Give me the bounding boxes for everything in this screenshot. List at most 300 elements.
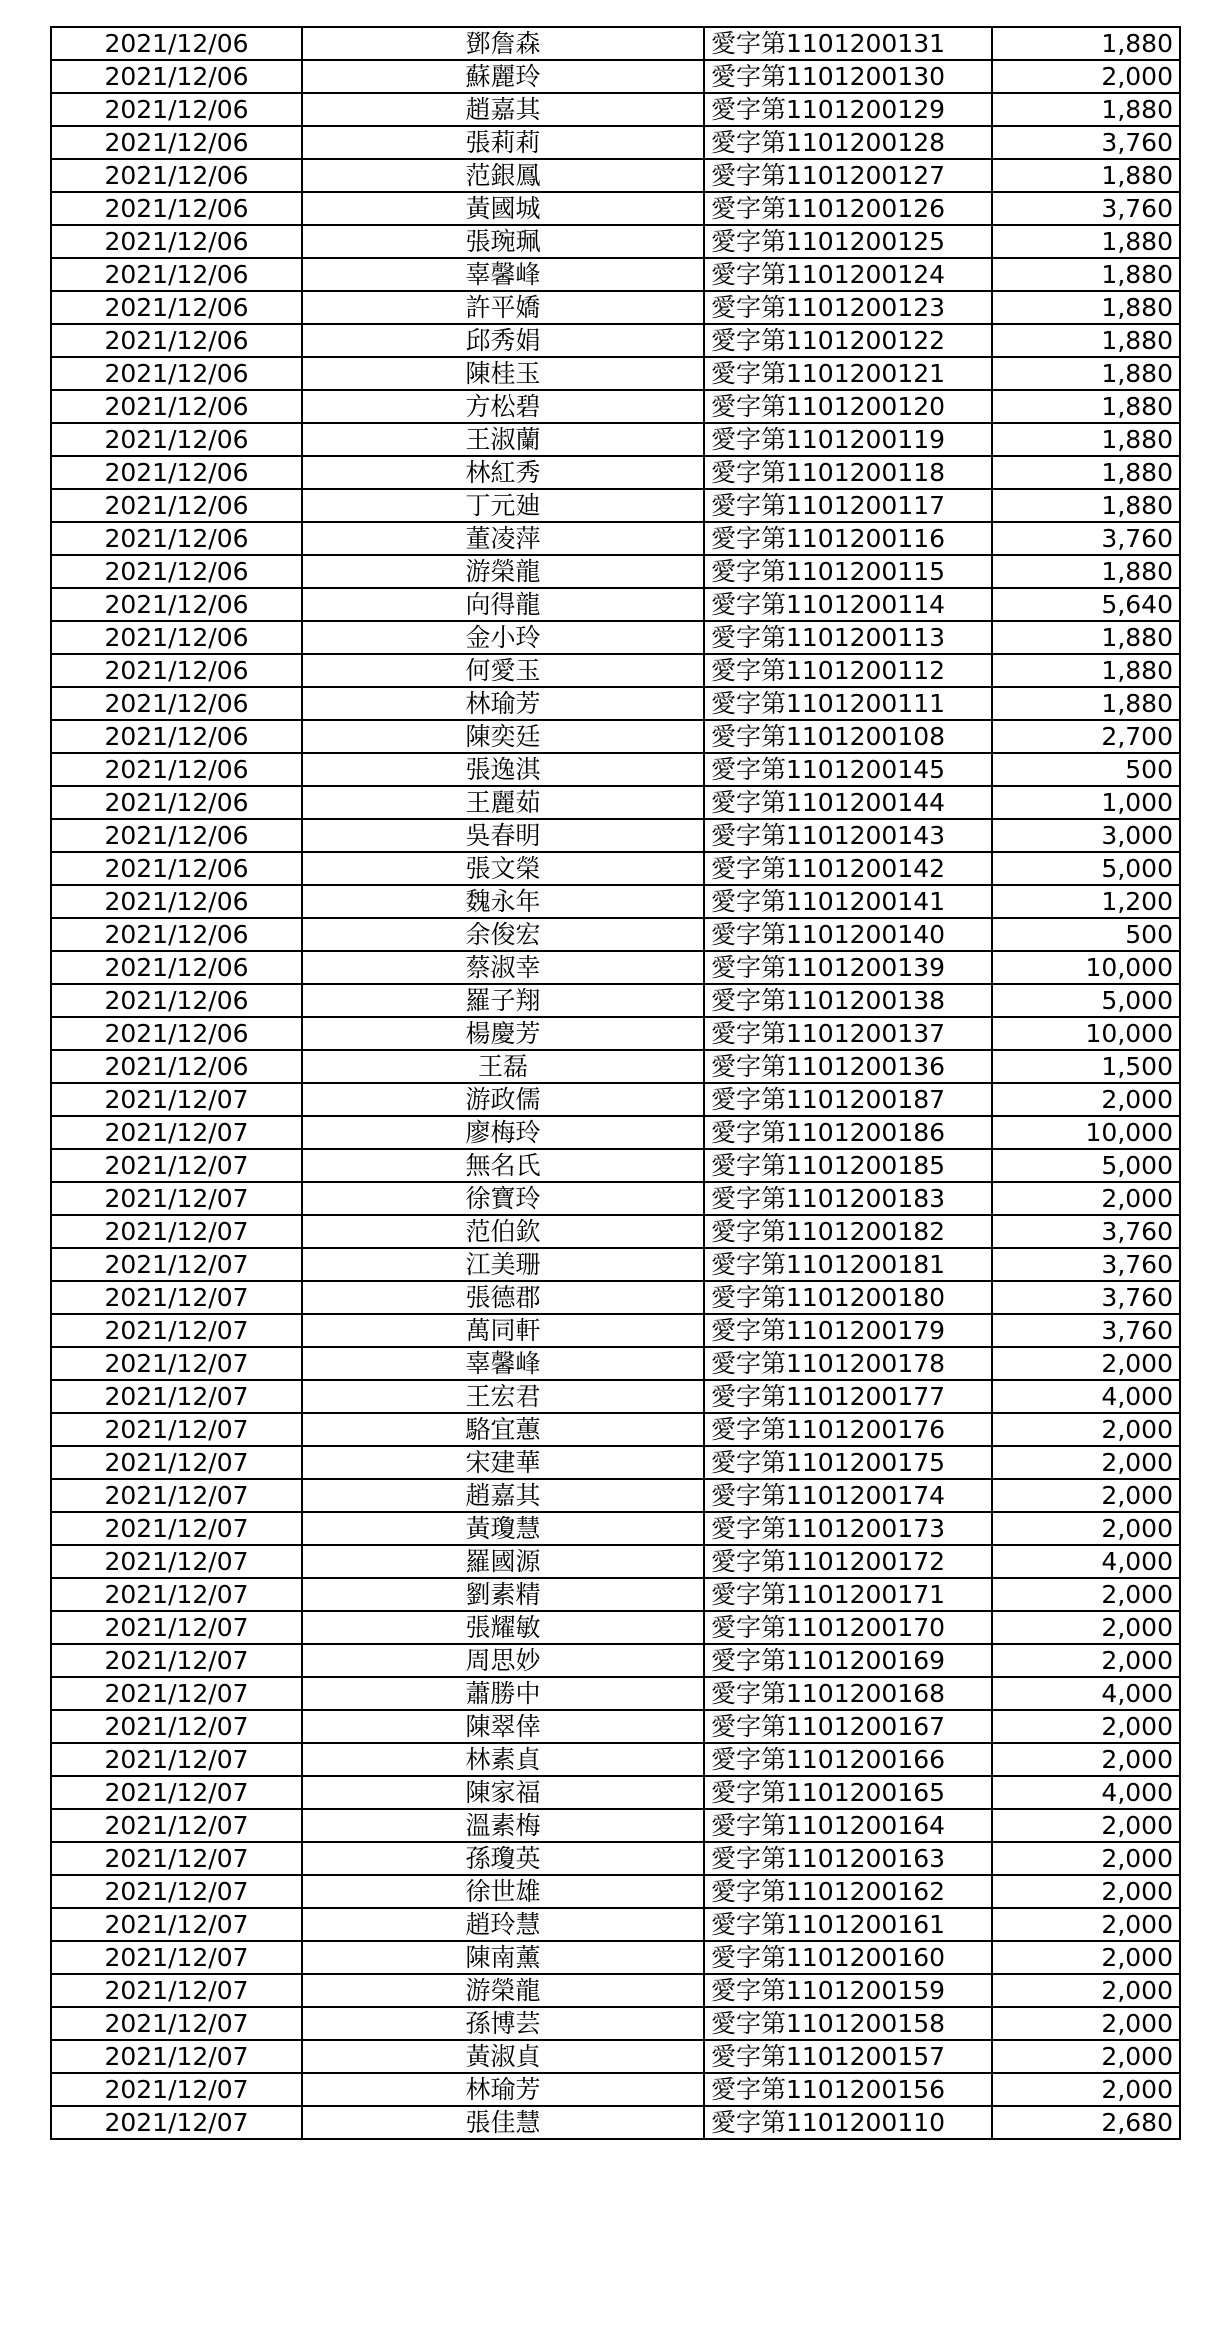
amount-cell: 2,000 (992, 1083, 1180, 1116)
date-cell: 2021/12/07 (51, 1446, 302, 1479)
table-row (51, 951, 1180, 984)
receipt-number-cell: 愛字第1101200182 (704, 1215, 992, 1248)
date-cell: 2021/12/06 (51, 555, 302, 588)
donor-name-cell: 董凌萍 (302, 522, 704, 555)
amount-cell: 10,000 (992, 1116, 1180, 1149)
table-row (51, 489, 1180, 522)
receipt-number-cell: 愛字第1101200165 (704, 1776, 992, 1809)
amount-cell: 2,000 (992, 1644, 1180, 1677)
amount-cell: 2,000 (992, 1347, 1180, 1380)
amount-cell: 1,880 (992, 357, 1180, 390)
donor-name-cell: 張德郡 (302, 1281, 704, 1314)
receipt-number-cell: 愛字第1101200112 (704, 654, 992, 687)
amount-cell: 2,000 (992, 1611, 1180, 1644)
date-cell: 2021/12/07 (51, 1314, 302, 1347)
date-cell: 2021/12/06 (51, 522, 302, 555)
amount-cell: 4,000 (992, 1776, 1180, 1809)
date-cell: 2021/12/07 (51, 1578, 302, 1611)
amount-cell: 500 (992, 918, 1180, 951)
receipt-number-cell: 愛字第1101200179 (704, 1314, 992, 1347)
donor-name-cell: 趙玲慧 (302, 1908, 704, 1941)
amount-cell: 3,760 (992, 1215, 1180, 1248)
date-cell: 2021/12/06 (51, 687, 302, 720)
receipt-number-cell: 愛字第1101200114 (704, 588, 992, 621)
receipt-number-cell: 愛字第1101200119 (704, 423, 992, 456)
table-row (51, 786, 1180, 819)
table-row (51, 390, 1180, 423)
donor-name-cell: 蘇麗玲 (302, 60, 704, 93)
receipt-number-cell: 愛字第1101200170 (704, 1611, 992, 1644)
table-row (51, 1776, 1180, 1809)
table-row (51, 1875, 1180, 1908)
donor-name-cell: 邱秀娟 (302, 324, 704, 357)
receipt-number-cell: 愛字第1101200125 (704, 225, 992, 258)
amount-cell: 2,000 (992, 1842, 1180, 1875)
receipt-number-cell: 愛字第1101200113 (704, 621, 992, 654)
donor-name-cell: 江美珊 (302, 1248, 704, 1281)
date-cell: 2021/12/07 (51, 2073, 302, 2106)
date-cell: 2021/12/06 (51, 291, 302, 324)
amount-cell: 2,000 (992, 1908, 1180, 1941)
receipt-number-cell: 愛字第1101200176 (704, 1413, 992, 1446)
donor-name-cell: 徐世雄 (302, 1875, 704, 1908)
amount-cell: 1,880 (992, 390, 1180, 423)
date-cell: 2021/12/06 (51, 27, 302, 60)
amount-cell: 1,880 (992, 621, 1180, 654)
amount-cell: 500 (992, 753, 1180, 786)
donor-name-cell: 張耀敏 (302, 1611, 704, 1644)
table-row (51, 1116, 1180, 1149)
donor-name-cell: 林瑜芳 (302, 687, 704, 720)
date-cell: 2021/12/07 (51, 1842, 302, 1875)
table-row (51, 687, 1180, 720)
donor-name-cell: 張逸淇 (302, 753, 704, 786)
date-cell: 2021/12/07 (51, 1974, 302, 2007)
donor-name-cell: 金小玲 (302, 621, 704, 654)
receipt-number-cell: 愛字第1101200128 (704, 126, 992, 159)
amount-cell: 5,000 (992, 984, 1180, 1017)
donor-name-cell: 廖梅玲 (302, 1116, 704, 1149)
receipt-number-cell: 愛字第1101200137 (704, 1017, 992, 1050)
table-row (51, 1314, 1180, 1347)
amount-cell: 2,000 (992, 60, 1180, 93)
receipt-number-cell: 愛字第1101200186 (704, 1116, 992, 1149)
amount-cell: 2,000 (992, 2073, 1180, 2106)
table-row (51, 1611, 1180, 1644)
receipt-number-cell: 愛字第1101200160 (704, 1941, 992, 1974)
receipt-number-cell: 愛字第1101200117 (704, 489, 992, 522)
table-row (51, 126, 1180, 159)
table-row (51, 2007, 1180, 2040)
donor-name-cell: 張莉莉 (302, 126, 704, 159)
donor-name-cell: 陳桂玉 (302, 357, 704, 390)
receipt-number-cell: 愛字第1101200122 (704, 324, 992, 357)
date-cell: 2021/12/07 (51, 1545, 302, 1578)
donor-name-cell: 孫瓊英 (302, 1842, 704, 1875)
table-row (51, 984, 1180, 1017)
amount-cell: 3,760 (992, 192, 1180, 225)
receipt-number-cell: 愛字第1101200168 (704, 1677, 992, 1710)
receipt-number-cell: 愛字第1101200130 (704, 60, 992, 93)
amount-cell: 1,880 (992, 555, 1180, 588)
table-row (51, 1347, 1180, 1380)
receipt-number-cell: 愛字第1101200127 (704, 159, 992, 192)
table-row (51, 225, 1180, 258)
date-cell: 2021/12/06 (51, 786, 302, 819)
donor-name-cell: 孫博芸 (302, 2007, 704, 2040)
donor-name-cell: 蔡淑幸 (302, 951, 704, 984)
date-cell: 2021/12/06 (51, 753, 302, 786)
receipt-number-cell: 愛字第1101200178 (704, 1347, 992, 1380)
donor-name-cell: 魏永年 (302, 885, 704, 918)
amount-cell: 2,000 (992, 1743, 1180, 1776)
amount-cell: 3,760 (992, 126, 1180, 159)
amount-cell: 5,640 (992, 588, 1180, 621)
receipt-number-cell: 愛字第1101200167 (704, 1710, 992, 1743)
date-cell: 2021/12/07 (51, 1149, 302, 1182)
amount-cell: 2,000 (992, 1941, 1180, 1974)
date-cell: 2021/12/07 (51, 1182, 302, 1215)
donor-name-cell: 陳翠倖 (302, 1710, 704, 1743)
table-body (51, 27, 1180, 2139)
table-row (51, 1842, 1180, 1875)
donor-name-cell: 羅國源 (302, 1545, 704, 1578)
donor-name-cell: 范伯欽 (302, 1215, 704, 1248)
date-cell: 2021/12/07 (51, 2007, 302, 2040)
amount-cell: 1,880 (992, 654, 1180, 687)
table-row (51, 1215, 1180, 1248)
donor-name-cell: 王麗茹 (302, 786, 704, 819)
table-row (51, 291, 1180, 324)
amount-cell: 5,000 (992, 1149, 1180, 1182)
donor-name-cell: 范銀鳳 (302, 159, 704, 192)
amount-cell: 1,880 (992, 687, 1180, 720)
donor-name-cell: 游榮龍 (302, 1974, 704, 2007)
table-row (51, 1017, 1180, 1050)
donor-name-cell: 張佳慧 (302, 2106, 704, 2139)
table-row (51, 2106, 1180, 2139)
table-row (51, 555, 1180, 588)
table-row (51, 1743, 1180, 1776)
donor-name-cell: 向得龍 (302, 588, 704, 621)
receipt-number-cell: 愛字第1101200110 (704, 2106, 992, 2139)
date-cell: 2021/12/06 (51, 654, 302, 687)
date-cell: 2021/12/06 (51, 93, 302, 126)
table-row (51, 1380, 1180, 1413)
date-cell: 2021/12/07 (51, 1281, 302, 1314)
donor-name-cell: 丁元廸 (302, 489, 704, 522)
date-cell: 2021/12/07 (51, 1347, 302, 1380)
amount-cell: 2,000 (992, 1578, 1180, 1611)
table-row (51, 1413, 1180, 1446)
date-cell: 2021/12/06 (51, 1017, 302, 1050)
date-cell: 2021/12/07 (51, 1248, 302, 1281)
amount-cell: 10,000 (992, 1017, 1180, 1050)
date-cell: 2021/12/06 (51, 588, 302, 621)
receipt-number-cell: 愛字第1101200166 (704, 1743, 992, 1776)
date-cell: 2021/12/06 (51, 324, 302, 357)
receipt-number-cell: 愛字第1101200126 (704, 192, 992, 225)
date-cell: 2021/12/07 (51, 1380, 302, 1413)
table-row (51, 1149, 1180, 1182)
date-cell: 2021/12/07 (51, 1776, 302, 1809)
date-cell: 2021/12/06 (51, 456, 302, 489)
date-cell: 2021/12/07 (51, 1809, 302, 1842)
date-cell: 2021/12/07 (51, 1644, 302, 1677)
table-row (51, 1083, 1180, 1116)
table-row (51, 1512, 1180, 1545)
date-cell: 2021/12/06 (51, 126, 302, 159)
amount-cell: 2,000 (992, 1512, 1180, 1545)
donation-table (50, 26, 1181, 2140)
amount-cell: 1,880 (992, 291, 1180, 324)
amount-cell: 10,000 (992, 951, 1180, 984)
amount-cell: 2,000 (992, 1809, 1180, 1842)
date-cell: 2021/12/06 (51, 951, 302, 984)
receipt-number-cell: 愛字第1101200162 (704, 1875, 992, 1908)
table-row (51, 885, 1180, 918)
donor-name-cell: 辜馨峰 (302, 1347, 704, 1380)
date-cell: 2021/12/07 (51, 1908, 302, 1941)
amount-cell: 2,000 (992, 1182, 1180, 1215)
donor-name-cell: 劉素精 (302, 1578, 704, 1611)
table-row (51, 1941, 1180, 1974)
donor-name-cell: 游榮龍 (302, 555, 704, 588)
donor-name-cell: 萬同軒 (302, 1314, 704, 1347)
table-row (51, 1281, 1180, 1314)
donor-name-cell: 楊慶芳 (302, 1017, 704, 1050)
date-cell: 2021/12/06 (51, 390, 302, 423)
receipt-number-cell: 愛字第1101200171 (704, 1578, 992, 1611)
table-row (51, 1545, 1180, 1578)
amount-cell: 1,880 (992, 159, 1180, 192)
donor-name-cell: 陳南薰 (302, 1941, 704, 1974)
date-cell: 2021/12/07 (51, 1512, 302, 1545)
receipt-number-cell: 愛字第1101200144 (704, 786, 992, 819)
receipt-number-cell: 愛字第1101200185 (704, 1149, 992, 1182)
table-row (51, 753, 1180, 786)
receipt-number-cell: 愛字第1101200175 (704, 1446, 992, 1479)
receipt-number-cell: 愛字第1101200177 (704, 1380, 992, 1413)
amount-cell: 2,000 (992, 2007, 1180, 2040)
amount-cell: 1,880 (992, 489, 1180, 522)
amount-cell: 1,880 (992, 93, 1180, 126)
donor-name-cell: 余俊宏 (302, 918, 704, 951)
amount-cell: 3,000 (992, 819, 1180, 852)
amount-cell: 1,880 (992, 258, 1180, 291)
date-cell: 2021/12/06 (51, 918, 302, 951)
table-row (51, 1644, 1180, 1677)
amount-cell: 2,000 (992, 1710, 1180, 1743)
donor-name-cell: 徐寶玲 (302, 1182, 704, 1215)
table-row (51, 1710, 1180, 1743)
date-cell: 2021/12/07 (51, 1413, 302, 1446)
amount-cell: 3,760 (992, 522, 1180, 555)
amount-cell: 1,880 (992, 27, 1180, 60)
table-row (51, 588, 1180, 621)
date-cell: 2021/12/07 (51, 2106, 302, 2139)
donor-name-cell: 溫素梅 (302, 1809, 704, 1842)
receipt-number-cell: 愛字第1101200142 (704, 852, 992, 885)
table-row (51, 918, 1180, 951)
amount-cell: 1,880 (992, 225, 1180, 258)
amount-cell: 1,000 (992, 786, 1180, 819)
donor-name-cell: 林素貞 (302, 1743, 704, 1776)
date-cell: 2021/12/06 (51, 489, 302, 522)
date-cell: 2021/12/07 (51, 1083, 302, 1116)
amount-cell: 4,000 (992, 1545, 1180, 1578)
table-row (51, 27, 1180, 60)
receipt-number-cell: 愛字第1101200156 (704, 2073, 992, 2106)
amount-cell: 4,000 (992, 1380, 1180, 1413)
amount-cell: 2,700 (992, 720, 1180, 753)
document-page (50, 26, 1179, 2140)
amount-cell: 2,000 (992, 2040, 1180, 2073)
donor-name-cell: 黃淑貞 (302, 2040, 704, 2073)
amount-cell: 1,880 (992, 456, 1180, 489)
receipt-number-cell: 愛字第1101200116 (704, 522, 992, 555)
table-row (51, 1974, 1180, 2007)
receipt-number-cell: 愛字第1101200145 (704, 753, 992, 786)
table-row (51, 1182, 1180, 1215)
donor-name-cell: 駱宜蕙 (302, 1413, 704, 1446)
date-cell: 2021/12/07 (51, 1479, 302, 1512)
date-cell: 2021/12/06 (51, 423, 302, 456)
table-row (51, 1908, 1180, 1941)
receipt-number-cell: 愛字第1101200121 (704, 357, 992, 390)
receipt-number-cell: 愛字第1101200111 (704, 687, 992, 720)
receipt-number-cell: 愛字第1101200181 (704, 1248, 992, 1281)
amount-cell: 2,000 (992, 1446, 1180, 1479)
date-cell: 2021/12/06 (51, 60, 302, 93)
table-row (51, 357, 1180, 390)
date-cell: 2021/12/07 (51, 1710, 302, 1743)
donor-name-cell: 游政儒 (302, 1083, 704, 1116)
table-row (51, 324, 1180, 357)
table-row (51, 819, 1180, 852)
receipt-number-cell: 愛字第1101200131 (704, 27, 992, 60)
receipt-number-cell: 愛字第1101200139 (704, 951, 992, 984)
table-row (51, 1446, 1180, 1479)
receipt-number-cell: 愛字第1101200157 (704, 2040, 992, 2073)
donor-name-cell: 羅子翔 (302, 984, 704, 1017)
date-cell: 2021/12/06 (51, 621, 302, 654)
donor-name-cell: 王磊 (302, 1050, 704, 1083)
receipt-number-cell: 愛字第1101200129 (704, 93, 992, 126)
amount-cell: 4,000 (992, 1677, 1180, 1710)
date-cell: 2021/12/06 (51, 1050, 302, 1083)
donor-name-cell: 無名氏 (302, 1149, 704, 1182)
table-row (51, 456, 1180, 489)
donor-name-cell: 何愛玉 (302, 654, 704, 687)
date-cell: 2021/12/07 (51, 1677, 302, 1710)
receipt-number-cell: 愛字第1101200187 (704, 1083, 992, 1116)
donor-name-cell: 黃瓊慧 (302, 1512, 704, 1545)
donor-name-cell: 趙嘉其 (302, 93, 704, 126)
donor-name-cell: 趙嘉其 (302, 1479, 704, 1512)
donor-name-cell: 吳春明 (302, 819, 704, 852)
date-cell: 2021/12/07 (51, 1743, 302, 1776)
donor-name-cell: 王宏君 (302, 1380, 704, 1413)
receipt-number-cell: 愛字第1101200115 (704, 555, 992, 588)
date-cell: 2021/12/06 (51, 159, 302, 192)
receipt-number-cell: 愛字第1101200173 (704, 1512, 992, 1545)
table-row (51, 192, 1180, 225)
table-row (51, 1677, 1180, 1710)
receipt-number-cell: 愛字第1101200161 (704, 1908, 992, 1941)
amount-cell: 2,680 (992, 2106, 1180, 2139)
date-cell: 2021/12/06 (51, 984, 302, 1017)
table-row (51, 2040, 1180, 2073)
date-cell: 2021/12/07 (51, 1215, 302, 1248)
amount-cell: 2,000 (992, 1479, 1180, 1512)
table-row (51, 423, 1180, 456)
donor-name-cell: 林瑜芳 (302, 2073, 704, 2106)
receipt-number-cell: 愛字第1101200120 (704, 390, 992, 423)
table-row (51, 1050, 1180, 1083)
receipt-number-cell: 愛字第1101200183 (704, 1182, 992, 1215)
receipt-number-cell: 愛字第1101200158 (704, 2007, 992, 2040)
donor-name-cell: 周思妙 (302, 1644, 704, 1677)
amount-cell: 3,760 (992, 1281, 1180, 1314)
amount-cell: 2,000 (992, 1413, 1180, 1446)
amount-cell: 1,880 (992, 423, 1180, 456)
table-row (51, 159, 1180, 192)
date-cell: 2021/12/06 (51, 192, 302, 225)
donor-name-cell: 方松碧 (302, 390, 704, 423)
table-row (51, 852, 1180, 885)
donor-name-cell: 王淑蘭 (302, 423, 704, 456)
donor-name-cell: 張文榮 (302, 852, 704, 885)
table-row (51, 258, 1180, 291)
amount-cell: 3,760 (992, 1314, 1180, 1347)
receipt-number-cell: 愛字第1101200143 (704, 819, 992, 852)
table-row (51, 1809, 1180, 1842)
receipt-number-cell: 愛字第1101200164 (704, 1809, 992, 1842)
table-row (51, 621, 1180, 654)
receipt-number-cell: 愛字第1101200141 (704, 885, 992, 918)
donor-name-cell: 辜馨峰 (302, 258, 704, 291)
receipt-number-cell: 愛字第1101200140 (704, 918, 992, 951)
date-cell: 2021/12/06 (51, 720, 302, 753)
date-cell: 2021/12/06 (51, 258, 302, 291)
receipt-number-cell: 愛字第1101200124 (704, 258, 992, 291)
amount-cell: 5,000 (992, 852, 1180, 885)
receipt-number-cell: 愛字第1101200169 (704, 1644, 992, 1677)
date-cell: 2021/12/06 (51, 819, 302, 852)
donor-name-cell: 張琬珮 (302, 225, 704, 258)
receipt-number-cell: 愛字第1101200172 (704, 1545, 992, 1578)
table-row (51, 720, 1180, 753)
date-cell: 2021/12/06 (51, 225, 302, 258)
receipt-number-cell: 愛字第1101200174 (704, 1479, 992, 1512)
receipt-number-cell: 愛字第1101200118 (704, 456, 992, 489)
donor-name-cell: 黃國城 (302, 192, 704, 225)
receipt-number-cell: 愛字第1101200136 (704, 1050, 992, 1083)
table-row (51, 1578, 1180, 1611)
donor-name-cell: 林紅秀 (302, 456, 704, 489)
donor-name-cell: 蕭勝中 (302, 1677, 704, 1710)
table-row (51, 1479, 1180, 1512)
receipt-number-cell: 愛字第1101200138 (704, 984, 992, 1017)
donor-name-cell: 陳奕廷 (302, 720, 704, 753)
amount-cell: 3,760 (992, 1248, 1180, 1281)
date-cell: 2021/12/06 (51, 885, 302, 918)
table-row (51, 93, 1180, 126)
date-cell: 2021/12/07 (51, 1875, 302, 1908)
table-row (51, 1248, 1180, 1281)
table-row (51, 654, 1180, 687)
